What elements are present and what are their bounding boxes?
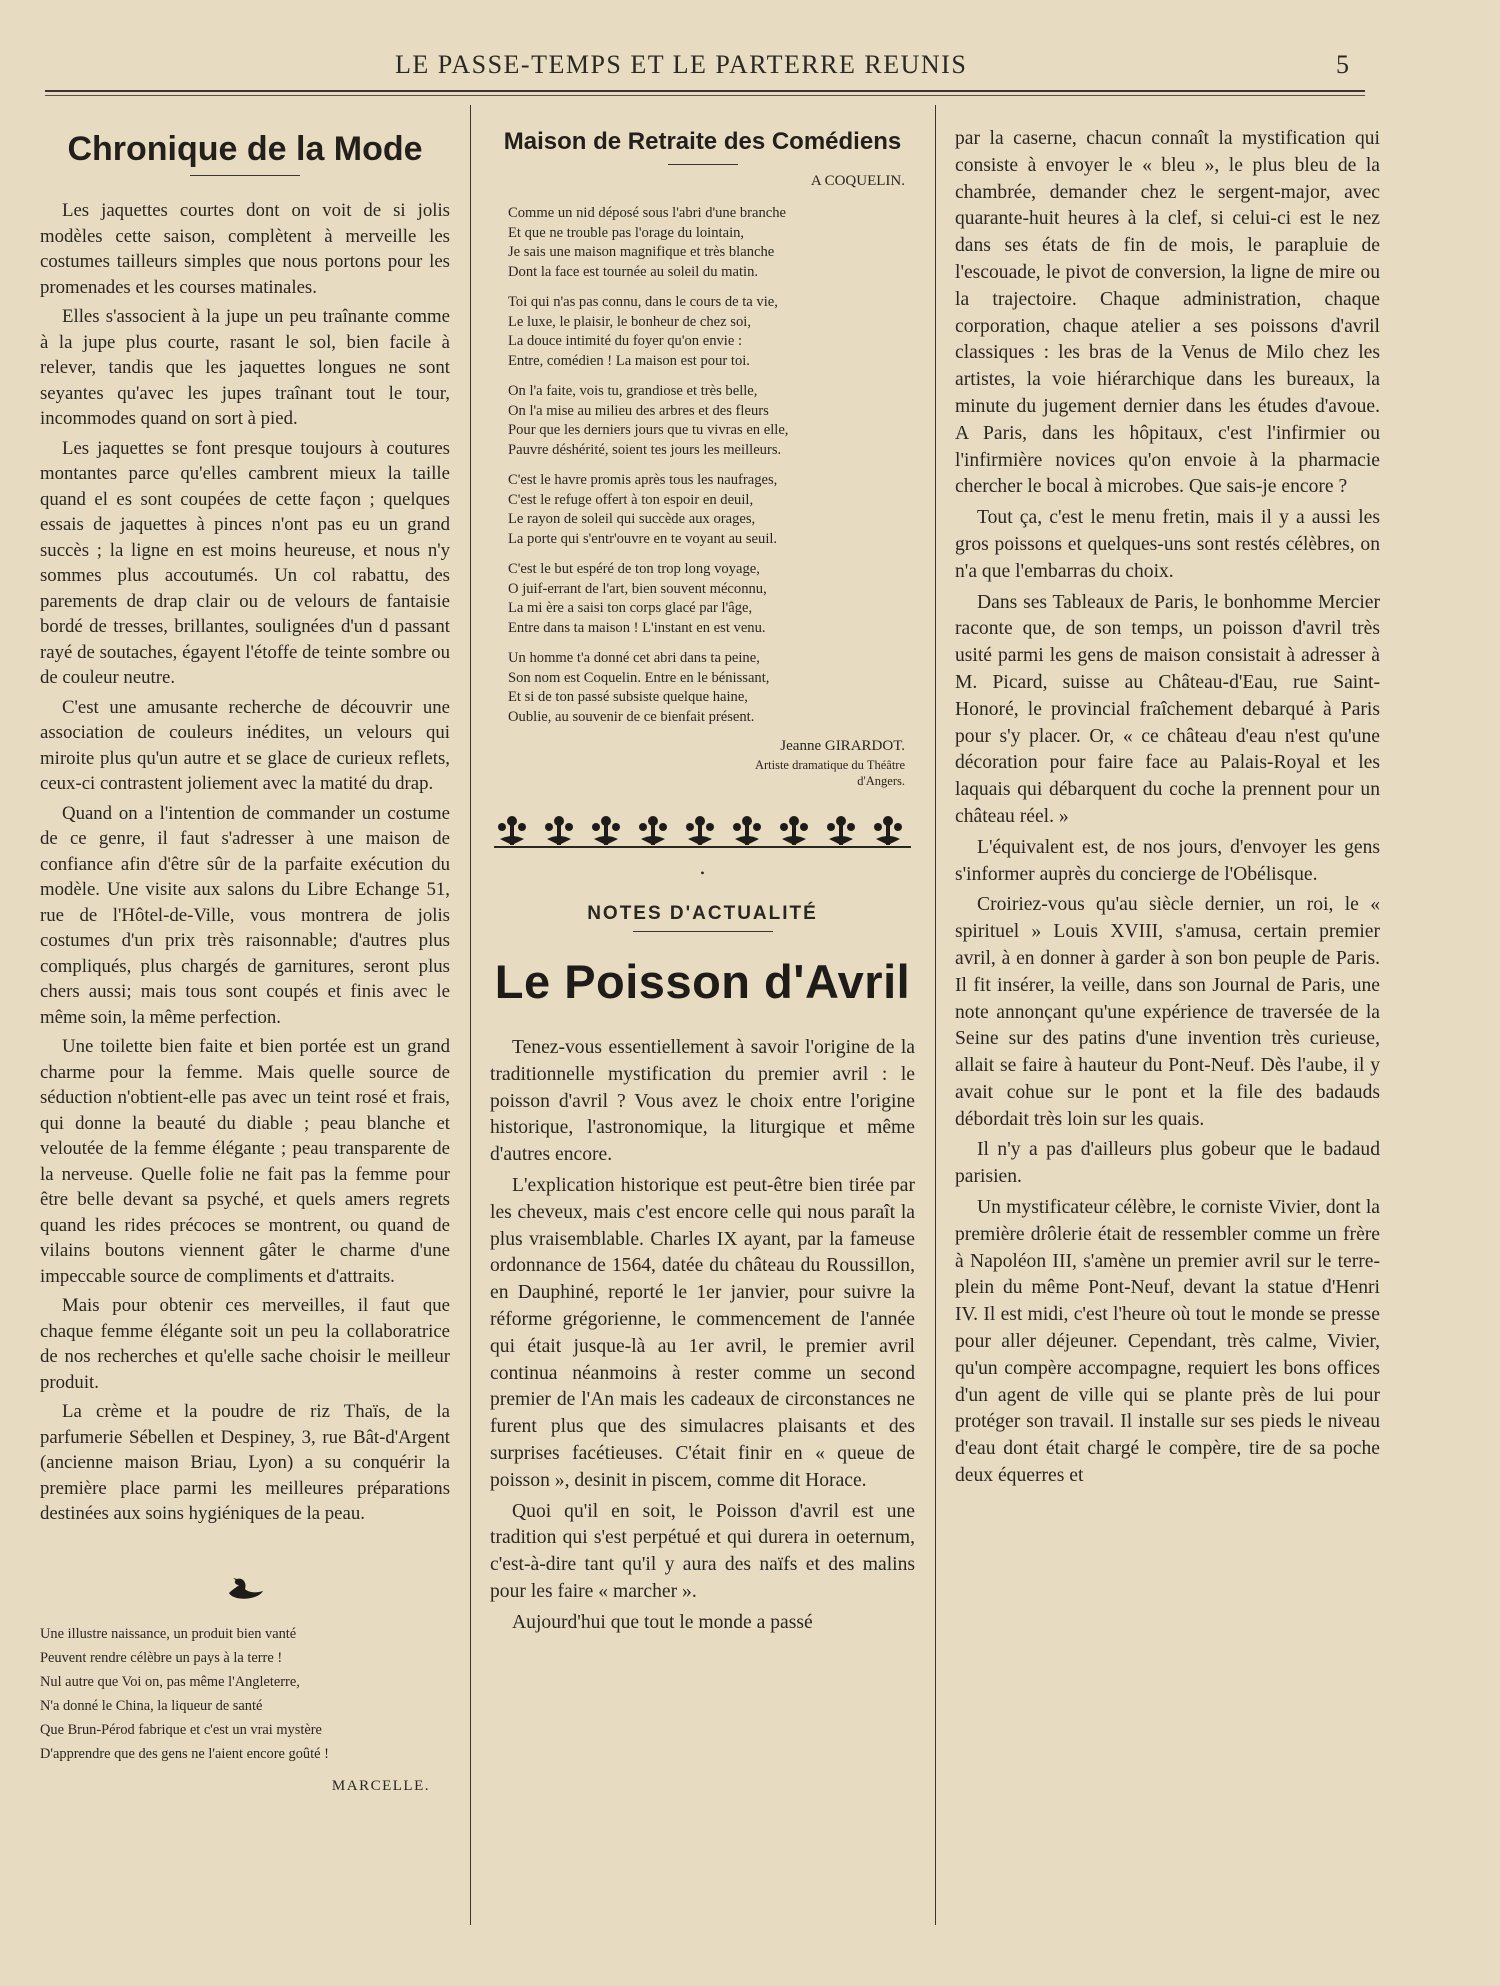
article-paragraph: Un mystificateur célèbre, le corniste Vivier, dont la première drôlerie était de ressembler comme un frère à Napoléon III, s'amène un premier avril sur le terre-plein du même Pont-Neuf, devant la statue d'Henri IV. Il est midi, c'est l'heure où tout le monde se presse pour aller déjeuner. Cependant, très calme, Vivier, qu'un compère accompagne, requiert les bons offices d'un agent de ville qui se plante près de lui pour protéger son travail. Il installe sur ses pieds le niveau d'eau dont était chargé le compère, tire de sa poche deux équerres et [955, 1197, 1380, 1487]
article-paragraph: Quoi qu'il en soit, le Poisson d'avril est une tradition qui s'est perpétué et qui durera in oeternum, c'est-à-dire tant qu'il y aura des naïfs et des malins pour les faire « marcher ». [490, 1500, 915, 1602]
poem-line: Et que ne trouble pas l'orage du lointain, [508, 224, 745, 241]
poem-line: Toi qui n'as pas connu, dans le cours de ta vie, [508, 294, 778, 310]
poem-line: Oublie, au souvenir de ce bienfait présent. [508, 708, 755, 725]
poem-line: Son nom est Coquelin. Entre en le bénissant, [508, 669, 770, 686]
poem-line: La porte qui s'entr'ouvre en te voyant au seuil. [508, 530, 778, 547]
poem-dedication: A COQUELIN. [810, 173, 905, 189]
title-rule [668, 164, 738, 165]
section-label: NOTES D'ACTUALITÉ [587, 903, 818, 924]
running-header [0, 50, 1500, 86]
advertising-verse [40, 1622, 450, 1766]
article-title: Le Poisson d'Avril [494, 955, 911, 1008]
poem-line: C'est le refuge offert à ton espoir en deuil, [508, 491, 754, 508]
poem-line: Pauvre déshérité, soient tes jours les meilleurs. [508, 441, 782, 458]
poem-stanza [508, 293, 915, 371]
poem-line: On l'a mise au milieu des arbres et des fleurs [508, 402, 769, 419]
verse-line: D'apprendre que des gens ne l'aient encore goûté ! [40, 1745, 329, 1762]
poem-line: Comme un nid déposé sous l'abri d'une branche [508, 205, 787, 221]
poem-line: Entre dans ta maison ! L'instant en est venu. [508, 619, 766, 636]
mode-paragraph: Quand on a l'intention de commander un costume de ce genre, il faut s'adresser à une maison de confiance afin d'être sûr de la parfaite exécution du modèle. Une visite aux salons du Libre Echange 51, rue de l'Hôtel-de-Ville, vous montrera de jolis costumes d'un prix très raisonnable; d'autres plus compliqués, plus chargés de garnitures, seront plus chers aussi; mais tous sont coupés et finis avec le même soin, la même perfection. [40, 802, 450, 1028]
column-divider-2 [935, 105, 936, 1925]
article-paragraph: Aujourd'hui que tout le monde a passé [512, 1611, 813, 1633]
mode-paragraph: La crème et la poudre de riz Thaïs, de la parfumerie Sébellen et Despiney, 3, rue Bât-d'Argent (ancienne maison Briau, Lyon) a su conquérir la première place parmi les meilleures préparations destinées aux soins hygiéniques de la peau. [40, 1401, 450, 1524]
mode-paragraph: Les jaquettes se font presque toujours à coutures montantes parce qu'elles cambrent mieux la taille quand el es sont coupées de cette façon ; quelques essais de jaquettes à pinces n'ont pas eu un grand succès ; la ligne en est moins heureuse, et nous n'y sommes plus accoutumés. Un col rabattu, des parements de drap clair ou de velours de fantaisie bordé de tresses, brillantes, soulignées d'un d passant rayé de soutaches, égayent l'étoffe de teinte sombre ou de couleur neutre. [40, 437, 450, 688]
fleuron-ornament-icon [490, 813, 915, 853]
poem-line: O juif-errant de l'art, bien souvent méconnu, [508, 580, 767, 597]
article-paragraph: Tout ça, c'est le menu fretin, mais il y a aussi les gros poissons et quelques-uns sont restés célèbres, on n'a que l'embarras du choix. [955, 507, 1380, 582]
poem-stanza [508, 204, 915, 282]
mode-paragraph: Une toilette bien faite et bien portée est un grand charme pour la femme. Mais quelle source de séduction n'obtient-elle pas avec un teint rosé et frais, qui donne la beauté du diable ; peau blanche et veloutée de la femme élégante ; peau transparente de la nerveuse. Quelle folie ne fait pas la femme pour être belle devant sa psyché, et quels amers regrets quand les rides précoces se montrent, ou quand de vilains boutons viennent gâter le charme d'une impeccable source de compliments et d'attraits. [40, 1036, 450, 1287]
poem-line: Le rayon de soleil qui succède aux orages, [508, 511, 756, 527]
header-double-rule [45, 90, 1365, 96]
poem-stanza [508, 471, 915, 549]
mode-title: Chronique de la Mode [67, 130, 423, 168]
verse-line: N'a donné le China, la liqueur de santé [40, 1697, 263, 1714]
signature-note: d'Angers. [857, 774, 905, 788]
article-paragraph: par la caserne, chacun connaît la mystification qui consiste à envoyer le « bleu », le plus bleu de la chambrée, demander chez le sergent-major, avec quarante-huit heures à la clef, si celui-ci est le nez dans ses états de fin de mois, le parapluie de l'escouade, le pivot de conversion, la ligne de mire ou la trajectoire. Chaque administration, chaque corporation, chaque atelier a ses poissons d'avril classiques : les bras de la Venus de Milo chez les artistes, la voie hiérarchique dans les bureaux, la minute du jugement dernier dans les études d'avoue. A Paris, dans les hôpitaux, c'est l'infirmier ou l'infirmière novices qu'on envoie à la pharmacie chercher le bocal à microbes. Que sais-je encore ? [955, 128, 1380, 498]
retraite-title: Maison de Retraite des Comédiens [503, 128, 902, 155]
section-rule [633, 931, 773, 932]
poem-line: Je sais une maison magnifique et très blanche [508, 244, 775, 260]
verse-line: Que Brun-Pérod fabrique et c'est un vrai mystère [40, 1721, 322, 1738]
poem-stanza [508, 560, 915, 638]
poem-line: C'est le havre promis après tous les naufrages, [508, 472, 778, 488]
column-poisson-continued [955, 126, 1380, 1494]
article-paragraph: Tenez-vous essentiellement à savoir l'origine de la traditionnelle mystification du premier avril : le poisson d'avril ? Vous avez le choix entre l'origine historique, l'astronomique, la liturgique et même d'autres encore. [490, 1037, 915, 1166]
poem-line: Et si de ton passé subsiste quelque haine, [508, 689, 748, 705]
title-rule [190, 175, 300, 176]
article-paragraph: Croiriez-vous qu'au siècle dernier, un roi, le « spirituel » Louis XVIII, s'amusa, certain premier avril, à en donner à garder à son bon peuple de Paris. Il fit insérer, la veille, dans son Journal de Paris, une note annonçant qu'une expérience de traversée de la Seine sur des patins d'une invention très curieuse, allait se faire à hauteur du Pont-Neuf. Dès l'aube, il y avait cohue sur le pont et la file des badauds débordait très loin sur les quais. [955, 894, 1380, 1130]
poem-line: C'est le but espéré de ton trop long voyage, [508, 561, 760, 577]
poem-line: La douce intimité du foyer qu'on envie : [508, 333, 743, 349]
poem-stanza [508, 382, 915, 460]
article-paragraph: L'explication historique est peut-être bien tirée par les cheveux, mais c'est encore celle qui nous paraît la plus vraisemblable. Charles IX ayant, par la fameuse ordonnance de 1564, datée du château du Roussillon, en Dauphiné, reporté le 1er janvier, pour suivre la réforme grégorienne, le commencement de l'année qui était jusque-là au 1er avril, le premier avril continua néanmoins à rester comme un second premier de l'An mais les cadeaux de circonstances ne furent plus que des simulacres plaisants et des surprises facétieuses. C'était finir en « queue de poisson », desinit in piscem, comme dit Horace. [490, 1174, 915, 1491]
poem-line: Un homme t'a donné cet abri dans ta peine, [508, 650, 760, 666]
mode-paragraph: Mais pour obtenir ces merveilles, il faut que chaque femme élégante soit un peu la collaboratrice de nos recherches et qu'elle sache choisir le meilleur produit. [40, 1295, 450, 1393]
mode-author: MARCELLE. [331, 1777, 430, 1794]
swan-icon [40, 1575, 450, 1606]
mode-paragraph: Les jaquettes courtes dont on voit de si jolis modèles cette saison, complètent à merveille les costumes tailleurs simples que nous portons pour les promenades et les courses matinales. [40, 200, 450, 298]
poem-line: Pour que les derniers jours que tu vivras en elle, [508, 422, 789, 438]
poem-line: Dont la face est tournée au soleil du matin. [508, 263, 759, 280]
article-paragraph: Dans ses Tableaux de Paris, le bonhomme Mercier raconte que, de son temps, un poisson d'avril très usité parmi les gens de maison consistait à adresser à M. Picard, suisse au Château-d'Eau, rue Saint-Honoré, le provincial fraîchement debarqué à Paris pour s'y placer. Or, « ce château d'eau n'est qu'une décoration pour faire face au Palais-Royal et les laquais qui débarquent du coche la prennent pour un château réel. » [955, 591, 1380, 827]
column-divider-1 [470, 105, 471, 1925]
poem-stanza [508, 649, 915, 727]
poem-line: Le luxe, le plaisir, le bonheur de chez soi, [508, 313, 751, 330]
signature-note: Artiste dramatique du Théâtre [754, 758, 905, 772]
column-retraite [490, 110, 915, 1641]
page-number: 5 [1336, 50, 1349, 79]
poem-signature: Jeanne GIRARDOT. [780, 738, 905, 754]
column-mode [40, 110, 450, 1795]
separator-dot: • [700, 866, 705, 880]
article-paragraph: L'équivalent est, de nos jours, d'envoyer les gens s'informer auprès du concierge de l'Obélisque. [955, 836, 1380, 885]
mode-paragraph: Elles s'associent à la jupe un peu traînante comme à la jupe plus courte, rasant le sol, bien facile à relever, tandis que les jaquettes longues ne sont seyantes qu'avec les jupes traînant tout le tour, incommodes quand on sort à pied. [40, 306, 450, 429]
poem-line: La mi ère a saisi ton corps glacé par l'âge, [508, 600, 753, 616]
verse-line: Une illustre naissance, un produit bien vanté [40, 1625, 297, 1642]
poem-line: On l'a faite, vois tu, grandiose et très belle, [508, 383, 758, 399]
verse-line: Peuvent rendre célèbre un pays à la terre ! [40, 1649, 283, 1666]
verse-line: Nul autre que Voi on, pas même l'Angleterre, [40, 1673, 300, 1690]
article-paragraph: Il n'y a pas d'ailleurs plus gobeur que le badaud parisien. [955, 1139, 1380, 1188]
mode-paragraph: C'est une amusante recherche de découvrir une association de couleurs inédites, un velours qui miroite plus qu'un autre et se glace de curieux reflets, ceux-ci contrastent joliement avec la matité du drap. [40, 696, 450, 794]
poem-line: Entre, comédien ! La maison est pour toi. [508, 352, 750, 369]
running-title: LE PASSE-TEMPS ET LE PARTERRE REUNIS [395, 50, 968, 79]
